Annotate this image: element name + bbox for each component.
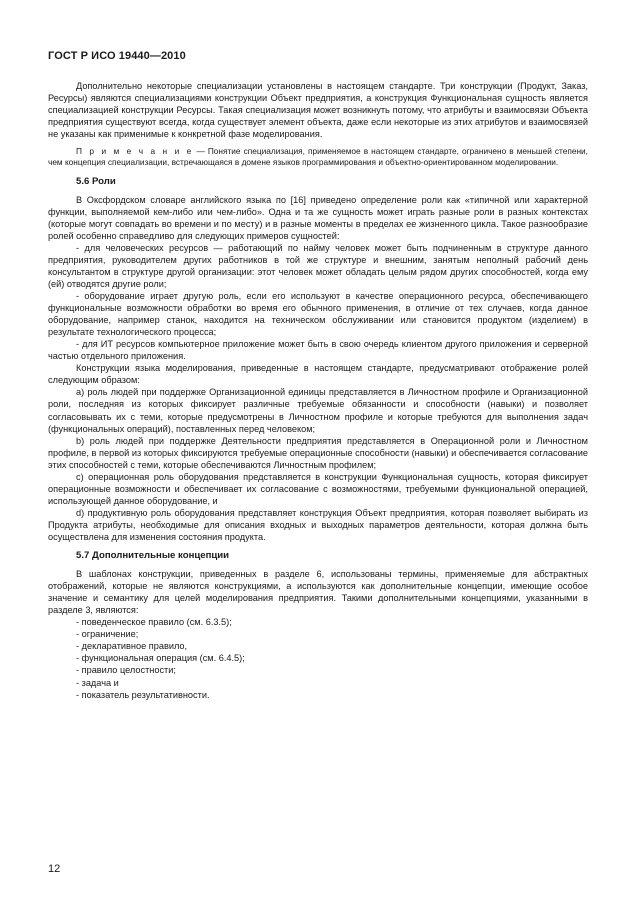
list-item-b: b) роль людей при поддержке Деятельности предприятия представляется в Операционной роли и Личностном профиле, в первой из которых фиксируются требуемые операционные способности (навыки) и обеспечивается согласование этих способностей с теми, которые обеспечиваются Личностным профилем; [48,435,588,470]
list-item: - функциональная операция (см. 6.4.5); [76,653,245,664]
note [48,146,588,168]
note-text: — Понятие специализация, применяемое в настоящем стандарте, ограничено в меньшей степени, чем концепция специализации, встречающаяся в домене языков программирования и объектно-ориентированном моделировании. [48,146,588,168]
list-item: - ограничение; [76,629,139,640]
list-item: - для человеческих ресурсов — работающий по найму человек может быть подчиненным в структуре данного предприятия, руководителем других работников в той же структуре и внешним, занятым неполный рабочий день консультантом в структуре другой организации: этот человек может обладать целым рядом других способностей, когда ему (ей) отводятся другие роли; [48,242,588,290]
page-header: ГОСТ Р ИСО 19440—2010 [48,50,186,62]
list-item: - оборудование играет другую роль, если его используют в качестве операционного ресурса, обеспечивающего функциональные возможности обработки во время его обычного применения, в отличие от тех случаев, когда данное оборудование, например станок, находится на техническом обслуживании или становится продуктом (изделием) в результате технологического процесса; [48,291,588,338]
list-item: - декларативное правило, [76,641,188,652]
section-5-7-paragraph: В шаблонах конструкции, приведенных в разделе 6, использованы термины, применяемые для абстрактных отображений, которые не являются конструкциями, а используются как дополнительные концепции, имеющие особое значение и семантику для целей моделирования предприятия. Такими дополнительными концепциями, указанными в разделе 3, являются: [48,569,588,616]
list-item-a: а) роль людей при поддержке Организационной единицы представляется в Личностном профиле и Организационной роли, последняя из которых фиксирует различные требуемые обязанности и способности (навыки) и позволяет согласовывать их с теми, которые предусмотрены в Личностном профиле и которые требуются для выполнения задач (функциональных операций), поставленных перед человеком; [48,387,588,434]
page-number: 12 [48,863,61,875]
section-5-6-paragraph-1: В Оксфордском словаре английского языка по [16] приведено определение роли как «типичной или характерной функции, выполняемой кем-либо или чем-либо». Одна и та же сущность может играть разные роли в разных контекстах (которые могут совпадать во времени и по месту) и в разные моменты в пределах ее жизненного цикла. Такое разнообразие ролей особенно справедливо для следующих примеров сущностей: [48,194,588,241]
list-item-c: c) операционная роль оборудования представляется в конструкции Функциональная сущность, которая фиксирует операционные возможности и обеспечивает их согласование с возможностями, требуемыми функциональной операцией, использующей данное оборудование, и [48,471,588,506]
intro-paragraph: Дополнительно некоторые специализации установлены в настоящем стандарте. Три конструкции (Продукт, Заказ, Ресурсы) являются специализациями конструкции Объект предприятия, а конструкция Функциональная сущность является специализацией конструкции Ресурсы. Такая специализация может возникнуть потому, что атрибуты и взаимосвязи Объекта предприятия существуют всегда, когда существует элемент объекта, даже если некоторые из этих атрибутов и взаимосвязей не указаны как применимые к конкретной фазе моделирования. [48,81,588,140]
list-item: - показатель результативности. [76,689,210,700]
list-item: - задача и [76,677,119,688]
section-heading-5-7: 5.7 Дополнительные концепции [76,550,230,562]
section-5-6-paragraph-2: Конструкции языка моделирования, приведенные в настоящем стандарте, предусматривают отображение ролей следующим образом: [48,363,588,386]
section-heading-5-6: 5.6 Роли [76,175,116,187]
list-item: - поведенческое правило (см. 6.3.5); [76,617,232,628]
list-item: - для ИТ ресурсов компьютерное приложение может быть в свою очередь клиентом другого приложения и серверной частью отдельного приложения. [48,339,588,362]
list-item-d: d) продуктивную роль оборудования представляет конструкция Объект предприятия, которая позволяет выбирать из Продукта атрибуты, необходимые для описания входных и выходных параметров деятельности, которая должна быть осуществлена для изменения состояния продукта. [48,507,588,542]
list-item: - правило целостности; [76,665,176,676]
page-body [48,80,588,701]
note-label: П р и м е ч а н и е [76,146,194,157]
